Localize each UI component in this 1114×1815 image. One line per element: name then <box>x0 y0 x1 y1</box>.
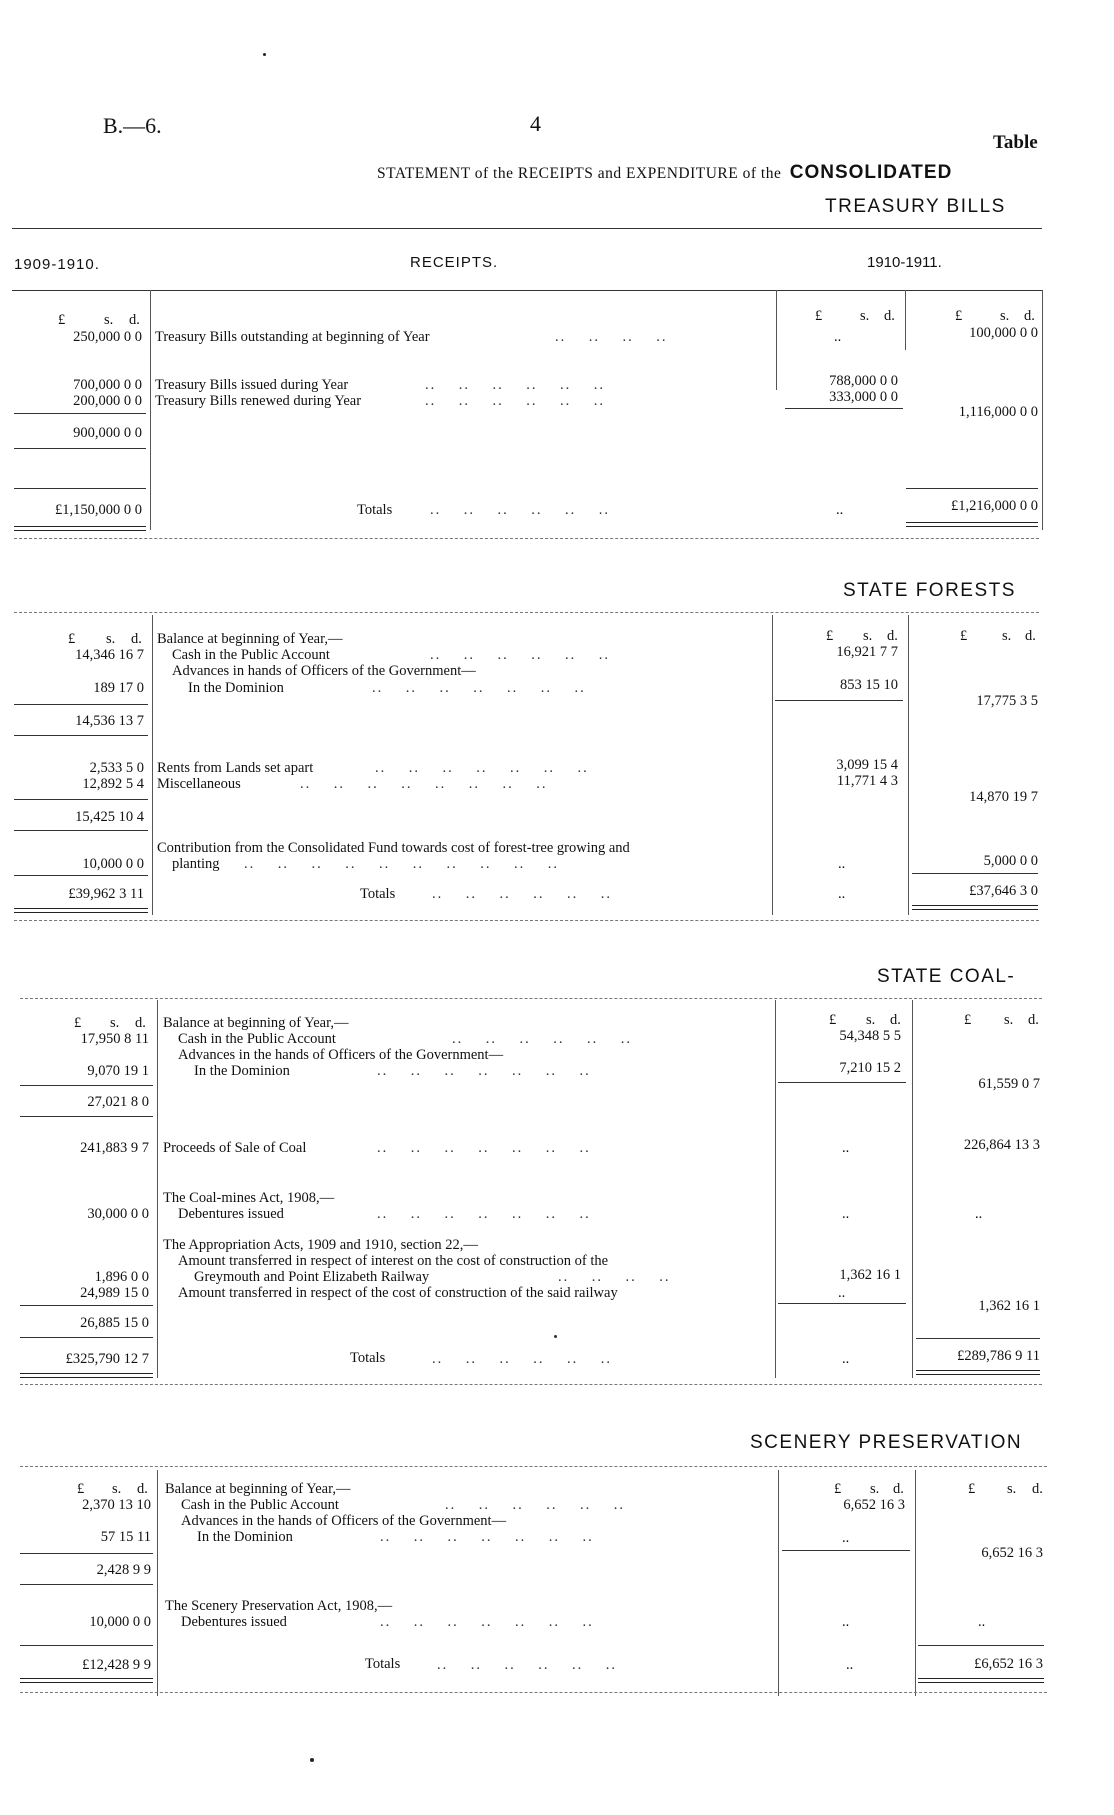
unit-d: d. <box>137 1481 148 1497</box>
forests-contrib-label-2: planting <box>172 856 220 872</box>
unit-pound: £ <box>964 1012 972 1028</box>
forests-rents-label: Rents from Lands set apart <box>157 760 314 776</box>
coal-cash-mid: 54,348 5 5 <box>839 1028 901 1044</box>
totals-mid: .. <box>838 886 846 902</box>
col-year-1909: 1909-1910. <box>14 256 100 273</box>
coal-act-label: The Coal-mines Act, 1908,— <box>163 1190 335 1206</box>
coal-balance-total-right: 61,559 0 7 <box>978 1076 1040 1092</box>
coal-heading: STATE COAL- <box>877 966 1016 987</box>
forests-balance-total-left: 14,536 13 7 <box>75 713 144 729</box>
consolidated-word: CONSOLIDATED <box>789 162 953 183</box>
totals-left: £1,150,000 0 0 <box>55 502 142 518</box>
forests-misc-left: 12,892 5 4 <box>82 776 144 792</box>
scenery-debentures-left: 10,000 0 0 <box>89 1614 151 1630</box>
scenery-advances-label: Advances in the hands of Officers of the Government— <box>181 1513 507 1529</box>
table-row-right: 100,000 0 0 <box>969 325 1038 341</box>
scan-speck <box>310 1758 314 1762</box>
unit-d: d. <box>135 1015 146 1031</box>
totals-right: £6,652 16 3 <box>974 1656 1043 1672</box>
scan-speck <box>263 53 266 56</box>
totals-mid: .. <box>846 1657 854 1673</box>
unit-pound: £ <box>955 308 963 324</box>
scan-speck <box>554 1335 557 1338</box>
table-row-mid: 788,000 0 0 <box>829 373 898 389</box>
unit-s: s. <box>106 631 116 647</box>
forests-cash-left: 14,346 16 7 <box>75 647 144 663</box>
forests-contrib-mid: .. <box>838 856 846 872</box>
table-row-mid: 333,000 0 0 <box>829 389 898 405</box>
unit-pound: £ <box>826 628 834 644</box>
coal-debentures-left: 30,000 0 0 <box>87 1206 149 1222</box>
forests-cash-label: Cash in the Public Account <box>172 647 330 663</box>
coal-balance-total-left: 27,021 8 0 <box>87 1094 149 1110</box>
coal-debentures-mid: .. <box>842 1206 850 1222</box>
coal-dominion-label: In the Dominion <box>194 1063 290 1079</box>
totals-left: £39,962 3 11 <box>68 886 144 902</box>
unit-d: d. <box>890 1012 901 1028</box>
statement-title <box>377 162 952 184</box>
unit-s: s. <box>112 1481 122 1497</box>
scenery-heading: SCENERY PRESERVATION <box>750 1432 1023 1453</box>
unit-pound: £ <box>58 312 66 328</box>
forests-rents-total-right: 14,870 19 7 <box>969 789 1038 805</box>
coal-proceeds-left: 241,883 9 7 <box>80 1140 149 1156</box>
coal-approp-total-left: 26,885 15 0 <box>80 1315 149 1331</box>
unit-s: s. <box>1000 308 1010 324</box>
unit-d: d. <box>1028 1012 1039 1028</box>
forests-balance-label: Balance at beginning of Year,— <box>157 631 343 647</box>
totals-right: £37,646 3 0 <box>969 883 1038 899</box>
unit-s: s. <box>104 312 114 328</box>
unit-s: s. <box>1002 628 1012 644</box>
unit-pound: £ <box>77 1481 85 1497</box>
col-receipts: RECEIPTS. <box>410 254 499 271</box>
forests-contrib-right: 5,000 0 0 <box>983 853 1038 869</box>
table-row-mid: .. <box>834 329 842 345</box>
coal-proceeds-right: 226,864 13 3 <box>963 1137 1040 1153</box>
unit-pound: £ <box>68 631 76 647</box>
totals-left: £12,428 9 9 <box>82 1657 151 1673</box>
unit-pound: £ <box>815 308 823 324</box>
table-row-left: 700,000 0 0 <box>73 377 142 393</box>
forests-dominion-mid: 853 15 10 <box>840 677 898 693</box>
totals-label: Totals <box>350 1350 386 1366</box>
coal-cost-mid: .. <box>838 1285 846 1301</box>
coal-debentures-right: .. <box>975 1206 983 1222</box>
table-row-left: 200,000 0 0 <box>73 393 142 409</box>
coal-cost-left: 24,989 15 0 <box>80 1285 149 1301</box>
totals-label: Totals <box>357 502 393 518</box>
unit-d: d. <box>1025 628 1036 644</box>
forests-rents-total-left: 15,425 10 4 <box>75 809 144 825</box>
unit-s: s. <box>1007 1481 1017 1497</box>
scenery-cash-left: 2,370 13 10 <box>82 1497 151 1513</box>
table-row-desc: Treasury Bills renewed during Year <box>155 393 362 409</box>
unit-pound: £ <box>74 1015 82 1031</box>
totals-mid: .. <box>842 1351 850 1367</box>
coal-proceeds-label: Proceeds of Sale of Coal <box>163 1140 307 1156</box>
table-row-desc: Treasury Bills issued during Year <box>155 377 349 393</box>
unit-pound: £ <box>968 1481 976 1497</box>
forests-misc-mid: 11,771 4 3 <box>836 773 898 789</box>
totals-label: Totals <box>365 1656 401 1672</box>
scenery-dominion-label: In the Dominion <box>197 1529 293 1545</box>
unit-d: d. <box>884 308 895 324</box>
scenery-cash-mid: 6,652 16 3 <box>843 1497 905 1513</box>
unit-s: s. <box>863 628 873 644</box>
coal-interest-left: 1,896 0 0 <box>94 1269 149 1285</box>
coal-cost-label: Amount transferred in respect of the cost of construction of the said railway <box>178 1285 618 1301</box>
scenery-balance-label: Balance at beginning of Year,— <box>165 1481 351 1497</box>
coal-dominion-mid: 7,210 15 2 <box>839 1060 901 1076</box>
unit-s: s. <box>110 1015 120 1031</box>
unit-s: s. <box>860 308 870 324</box>
unit-d: d. <box>887 628 898 644</box>
forests-rents-left: 2,533 5 0 <box>89 760 144 776</box>
coal-proceeds-mid: .. <box>842 1140 850 1156</box>
unit-d: d. <box>1032 1481 1043 1497</box>
totals-right: £289,786 9 11 <box>957 1348 1040 1364</box>
scenery-balance-total-right: 6,652 16 3 <box>981 1545 1043 1561</box>
unit-d: d. <box>131 631 142 647</box>
scenery-debentures-mid: .. <box>842 1614 850 1630</box>
coal-approp-total-right: 1,362 16 1 <box>978 1298 1040 1314</box>
totals-right: £1,216,000 0 0 <box>951 498 1038 514</box>
unit-pound: £ <box>829 1012 837 1028</box>
unit-d: d. <box>1024 308 1035 324</box>
page-number: 4 <box>530 111 541 136</box>
scenery-balance-total-left: 2,428 9 9 <box>96 1562 151 1578</box>
statement-prefix: STATEMENT of the RECEIPTS and EXPENDITURE of the <box>377 165 782 182</box>
page-ref: B.—6. <box>103 113 162 138</box>
scenery-act-label: The Scenery Preservation Act, 1908,— <box>165 1598 393 1614</box>
table-row-desc: Treasury Bills outstanding at beginning of Year <box>155 329 430 345</box>
forests-contrib-left: 10,000 0 0 <box>82 856 144 872</box>
coal-approp-label: The Appropriation Acts, 1909 and 1910, section 22,— <box>163 1237 478 1253</box>
coal-interest-mid: 1,362 16 1 <box>839 1267 901 1283</box>
unit-s: s. <box>1004 1012 1014 1028</box>
scenery-dominion-mid: .. <box>842 1530 850 1546</box>
forests-advances-label: Advances in hands of Officers of the Government— <box>172 663 476 679</box>
scenery-cash-label: Cash in the Public Account <box>181 1497 339 1513</box>
coal-cash-left: 17,950 8 11 <box>80 1031 149 1047</box>
col-year-1910: 1910-1911. <box>867 254 942 271</box>
coal-debentures-label: Debentures issued <box>178 1206 284 1222</box>
scenery-debentures-label: Debentures issued <box>181 1614 287 1630</box>
coal-interest-label-1: Amount transferred in respect of interest on the cost of construction of the <box>178 1253 609 1269</box>
forests-dominion-label: In the Dominion <box>188 680 284 696</box>
coal-cash-label: Cash in the Public Account <box>178 1031 336 1047</box>
forests-dominion-left: 189 17 0 <box>93 680 144 696</box>
table-row-right: 1,116,000 0 0 <box>958 404 1038 420</box>
table-row-left: 900,000 0 0 <box>73 425 142 441</box>
coal-balance-label: Balance at beginning of Year,— <box>163 1015 349 1031</box>
unit-pound: £ <box>834 1481 842 1497</box>
forests-balance-total-right: 17,775 3 5 <box>976 693 1038 709</box>
coal-dominion-left: 9,070 19 1 <box>87 1063 149 1079</box>
unit-s: s. <box>870 1481 880 1497</box>
unit-d: d. <box>129 312 140 328</box>
scenery-debentures-right: .. <box>978 1614 986 1630</box>
scenery-dominion-left: 57 15 11 <box>100 1529 151 1545</box>
treasury-heading: TREASURY BILLS <box>825 196 1006 217</box>
table-row-left: 250,000 0 0 <box>73 329 142 345</box>
forests-heading: STATE FORESTS <box>843 580 1016 601</box>
forests-contrib-label-1: Contribution from the Consolidated Fund towards cost of forest-tree growing and <box>157 840 630 856</box>
totals-mid: .. <box>836 502 844 518</box>
table-label: Table <box>993 132 1038 153</box>
totals-label: Totals <box>360 886 396 902</box>
totals-left: £325,790 12 7 <box>65 1351 149 1367</box>
forests-misc-label: Miscellaneous <box>157 776 241 792</box>
unit-s: s. <box>866 1012 876 1028</box>
unit-pound: £ <box>960 628 968 644</box>
unit-d: d. <box>893 1481 904 1497</box>
coal-interest-label-2: Greymouth and Point Elizabeth Railway <box>194 1269 430 1285</box>
forests-rents-mid: 3,099 15 4 <box>836 757 898 773</box>
forests-cash-mid: 16,921 7 7 <box>836 644 898 660</box>
coal-advances-label: Advances in the hands of Officers of the Government— <box>178 1047 504 1063</box>
